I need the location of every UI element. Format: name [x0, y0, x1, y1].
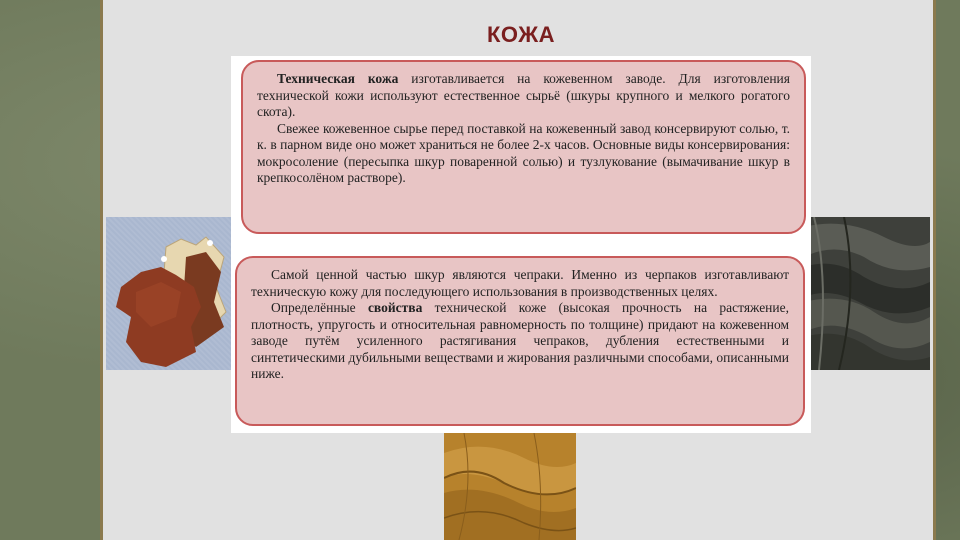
- dark-leather-image: [804, 217, 930, 370]
- leather-pieces-illustration: [106, 217, 232, 370]
- paragraph-technical-leather-text: изготавливается на кожевенном заводе. Для изготовления технической кожи используют естественное сырьё (шкуры крупного и мелкого рогатого скота).: [257, 71, 790, 119]
- paragraph-preservation: Свежее кожевенное сырье перед поставкой на кожевенный завод консервируют солью, т. к. в парном виде оно может храниться не более 2-х часов. Основные виды консервирования: мокросоление (пересыпка шкур поваренной солью) и тузлукование (вымачивание шкур в крепкосолёном растворе).: [257, 120, 790, 185]
- paragraph-technical-leather: [257, 71, 790, 121]
- leather-texture-illustration: [444, 433, 576, 540]
- paragraph-chepraki: Самой ценной частью шкур являются чепраки. Именно из черпаков изготавливают техническую кожу для последующего использования в производственных целях.: [251, 267, 789, 299]
- slide-title: КОЖА: [486, 22, 556, 47]
- term-technical-leather: Техническая кожа: [277, 71, 399, 86]
- leather-texture-image: [444, 433, 576, 540]
- info-box-technical-leather: [241, 60, 806, 234]
- paragraph-properties-start: Определённые: [271, 300, 368, 315]
- info-box-properties: [235, 256, 805, 426]
- leather-pieces-image: [106, 217, 232, 370]
- slide: [100, 0, 936, 540]
- paragraph-properties: [251, 300, 789, 383]
- text-panel: [231, 56, 811, 433]
- term-properties: свойства: [367, 300, 423, 315]
- dark-leather-illustration: [804, 217, 930, 370]
- paragraph-properties-text: технической коже (высокая прочность на растяжение, плотность, упругость и относительная равномерность по толщине) придают на кожевенном заводе путём усиленного растягивания чепраков, дубления естественными и синтетическими дубильными веществами и жирования различными способами, описанными ниже.: [251, 300, 789, 381]
